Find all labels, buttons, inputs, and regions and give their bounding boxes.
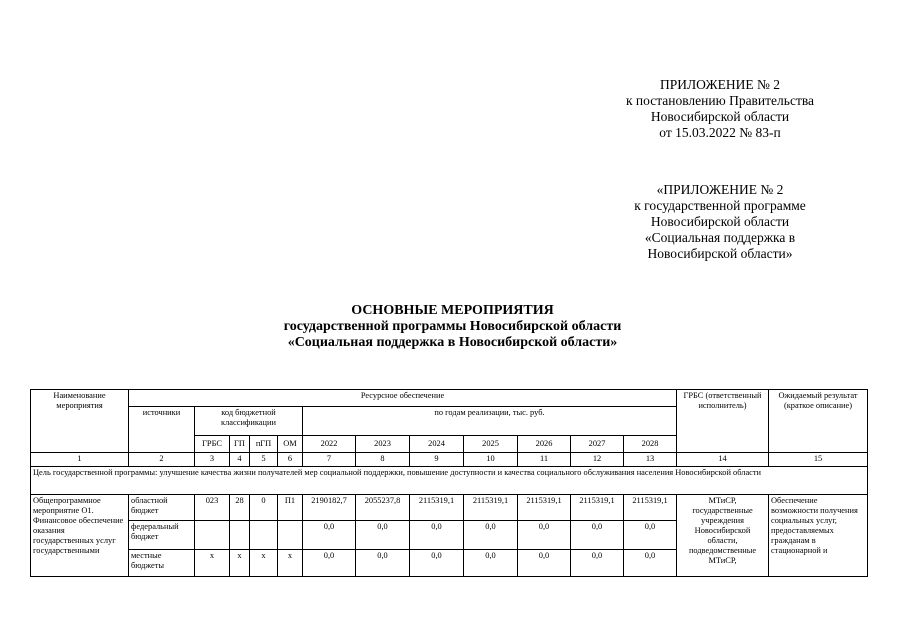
appendix-reference-block	[600, 77, 840, 141]
year-value: 2190182,7	[303, 495, 356, 521]
year-value: 0,0	[571, 550, 624, 577]
executor-cell: МТиСР, государственные учреждения Новосибирской области, подведомственные МТиСР,	[677, 495, 769, 577]
source-cell: областной бюджет	[129, 495, 195, 521]
appendix-line: Новосибирской области	[650, 109, 790, 124]
column-number: 8	[356, 453, 410, 467]
year-value: 0,0	[410, 550, 464, 577]
appendix-line: Новосибирской области»	[647, 246, 793, 261]
column-number: 4	[230, 453, 250, 467]
year-value: 0,0	[624, 550, 677, 577]
appendix-line: «ПРИЛОЖЕНИЕ № 2	[656, 182, 784, 197]
header-year: 2023	[356, 436, 410, 453]
column-number: 1	[31, 453, 129, 467]
header-year: 2027	[571, 436, 624, 453]
column-number: 5	[250, 453, 278, 467]
appendix-line: к государственной программе	[634, 198, 806, 213]
expected-result-cell: Обеспечение возможности получения социальных услуг, предоставляемых гражданам в стационарной и	[769, 495, 868, 577]
header-year: 2025	[464, 436, 518, 453]
column-number: 11	[518, 453, 571, 467]
om-code: х	[278, 550, 303, 577]
measure-name: Общепрограммное мероприятие О1. Финансовое обеспечение оказания государственных услуг государственными	[31, 495, 129, 577]
source-cell: федеральный бюджет	[129, 521, 195, 550]
grbs-code: 023	[195, 495, 230, 521]
year-value: 0,0	[518, 550, 571, 577]
header-grbs-executor: ГРБС (ответственный исполнитель)	[677, 390, 769, 453]
header-resources: Ресурсное обеспечение	[129, 390, 677, 407]
pgp-code: 0	[250, 495, 278, 521]
title-line: государственной программы Новосибирской области	[283, 319, 622, 334]
title-line: «Социальная поддержка в Новосибирской области»	[287, 335, 618, 350]
year-value: 0,0	[356, 521, 410, 550]
column-number: 7	[303, 453, 356, 467]
year-value: 0,0	[464, 550, 518, 577]
appendix-line: от 15.03.2022 № 83-п	[659, 125, 781, 140]
header-name: Наименование мероприятия	[31, 390, 129, 453]
year-value: 0,0	[303, 521, 356, 550]
header-pgp: пГП	[250, 436, 278, 453]
year-value: 0,0	[410, 521, 464, 550]
header-budget-code: код бюджетной классификации	[195, 407, 303, 436]
gp-code	[230, 521, 250, 550]
header-year: 2024	[410, 436, 464, 453]
year-value: 0,0	[356, 550, 410, 577]
appendix-line: ПРИЛОЖЕНИЕ № 2	[659, 77, 781, 92]
grbs-code: х	[195, 550, 230, 577]
year-value: 2055237,8	[356, 495, 410, 521]
title-line: ОСНОВНЫЕ МЕРОПРИЯТИЯ	[351, 303, 554, 318]
pgp-code: х	[250, 550, 278, 577]
header-year: 2026	[518, 436, 571, 453]
column-number: 6	[278, 453, 303, 467]
year-value: 0,0	[464, 521, 518, 550]
header-grbs: ГРБС	[195, 436, 230, 453]
column-number: 14	[677, 453, 769, 467]
year-value: 0,0	[303, 550, 356, 577]
header-year: 2022	[303, 436, 356, 453]
column-number: 3	[195, 453, 230, 467]
appendix-line: «Социальная поддержка в	[644, 230, 796, 245]
year-value: 2115319,1	[464, 495, 518, 521]
year-value: 2115319,1	[624, 495, 677, 521]
column-number: 10	[464, 453, 518, 467]
measures-table	[30, 389, 868, 577]
gp-code: 28	[230, 495, 250, 521]
year-value: 2115319,1	[410, 495, 464, 521]
om-code: П1	[278, 495, 303, 521]
gp-code: х	[230, 550, 250, 577]
program-appendix-block	[600, 182, 840, 262]
column-number: 12	[571, 453, 624, 467]
pgp-code	[250, 521, 278, 550]
year-value: 2115319,1	[571, 495, 624, 521]
source-cell: местные бюджеты	[129, 550, 195, 577]
header-by-years: по годам реализации, тыс. руб.	[303, 407, 677, 436]
header-year: 2028	[624, 436, 677, 453]
header-expected-result: Ожидаемый результат (краткое описание)	[769, 390, 868, 453]
document-title	[200, 303, 705, 351]
column-number: 2	[129, 453, 195, 467]
program-goal-row: Цель государственной программы: улучшение качества жизни получателей мер социальной поддержки, повышение доступности и качества социального обслуживания населения Новосибирской области	[31, 467, 868, 495]
year-value: 2115319,1	[518, 495, 571, 521]
appendix-line: к постановлению Правительства	[625, 93, 815, 108]
header-om: ОМ	[278, 436, 303, 453]
column-number: 13	[624, 453, 677, 467]
column-number: 15	[769, 453, 868, 467]
column-number: 9	[410, 453, 464, 467]
appendix-line: Новосибирской области	[650, 214, 790, 229]
year-value: 0,0	[624, 521, 677, 550]
header-sources: источники	[129, 407, 195, 453]
grbs-code	[195, 521, 230, 550]
year-value: 0,0	[571, 521, 624, 550]
header-gp: ГП	[230, 436, 250, 453]
om-code	[278, 521, 303, 550]
year-value: 0,0	[518, 521, 571, 550]
